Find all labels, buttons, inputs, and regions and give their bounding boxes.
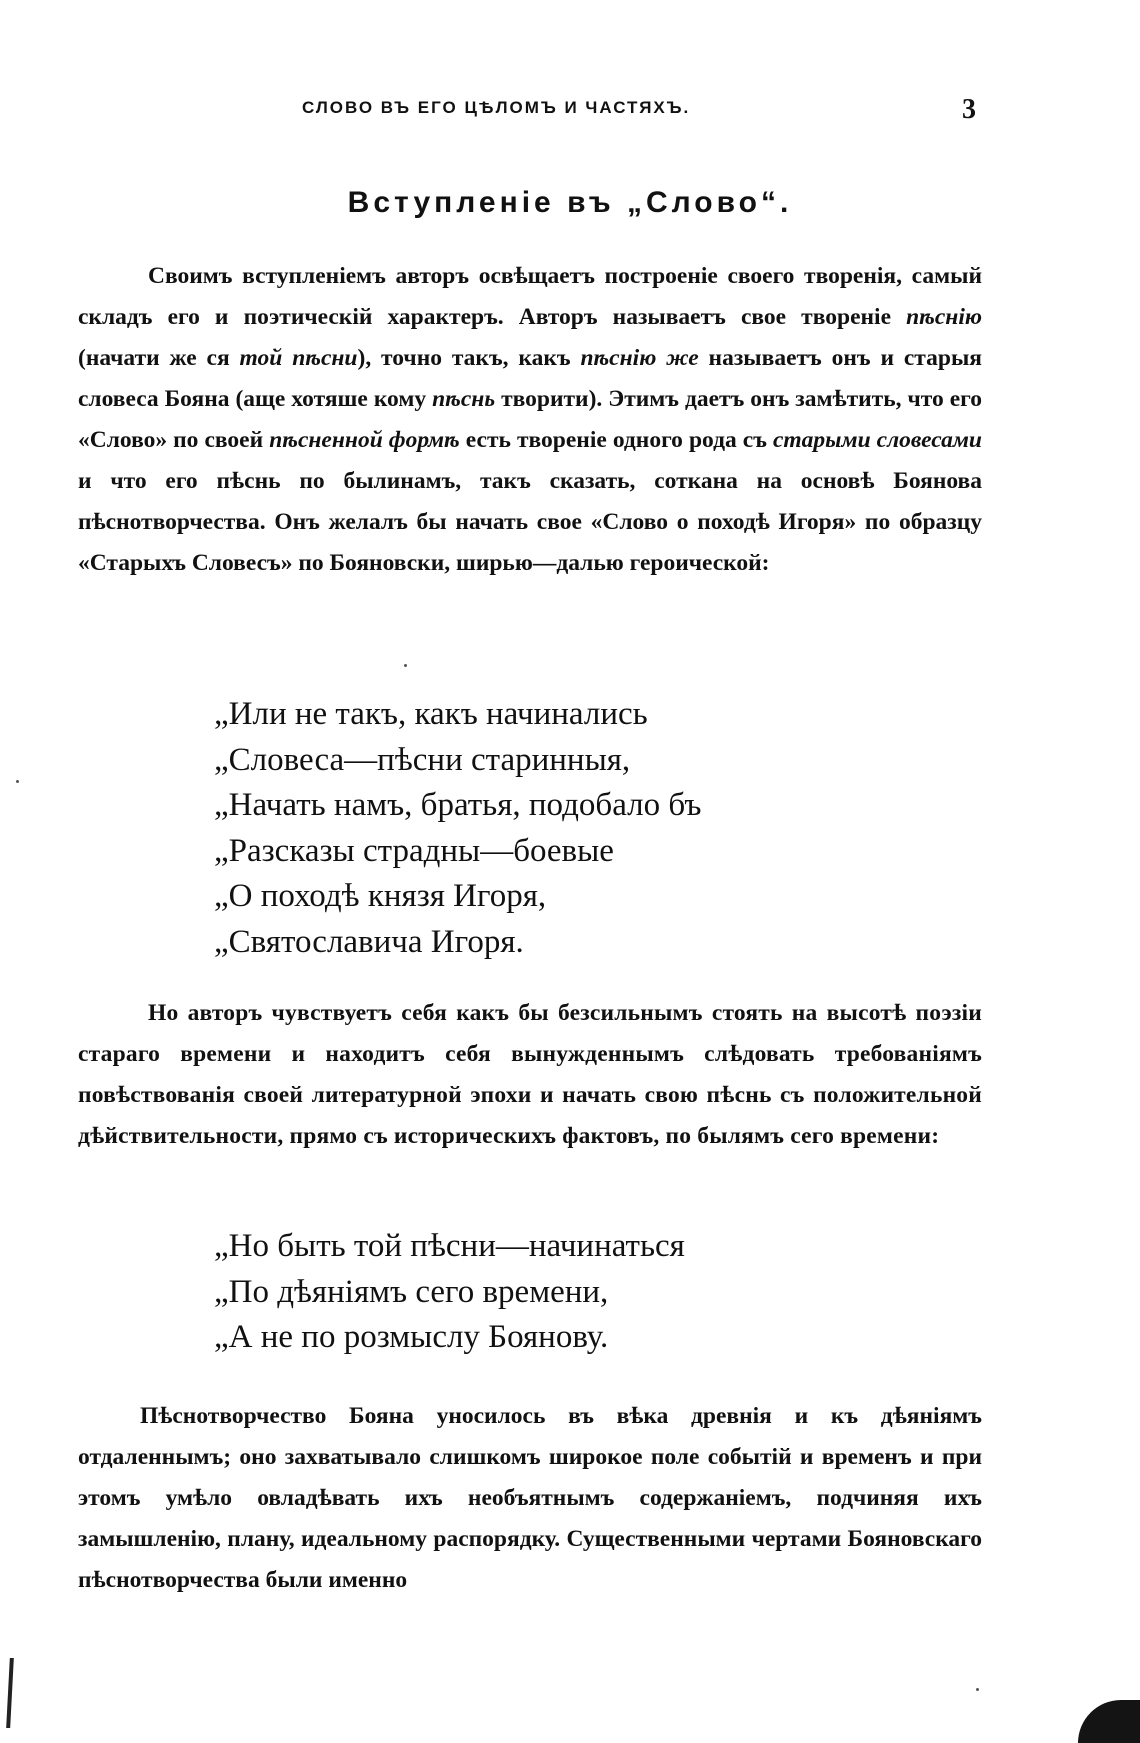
- verse-line: „Разсказы страдны—боевые: [214, 832, 614, 869]
- italic-run: пѣснію: [906, 304, 982, 330]
- italic-run: пѣснію же: [580, 345, 699, 371]
- text-run: Своимъ вступленіемъ авторъ освѣщаетъ построеніе своего творенія, самый складъ его и поэтическій характеръ. Авторъ называетъ свое твореніе: [78, 263, 982, 330]
- text-run: (начати же ся: [78, 345, 240, 371]
- verse-line: „А не по розмыслу Боянову.: [214, 1319, 609, 1355]
- scan-speck: [976, 1688, 979, 1691]
- paragraph-second: Но авторъ чувствуетъ себя какъ бы безсильнымъ стоять на высотѣ поэзіи стараго времени и находитъ себя вынужденнымъ слѣдовать требованіямъ повѣствованія своей литературной эпохи и начать свою пѣснь съ положительной дѣйствительности, прямо съ историческихъ фактовъ, по былямъ сего времени:: [78, 1000, 982, 1149]
- text-run: творити). Этимъ даетъ онъ замѣтить, что его «Слово» по своей: [78, 386, 982, 453]
- text-run: есть твореніе одного рода съ: [459, 427, 773, 453]
- verse-line: „О походѣ князя Игоря,: [214, 878, 547, 914]
- italic-run: старыми словесами: [772, 427, 982, 453]
- verse-line: „По дѣяніямъ сего времени,: [214, 1273, 609, 1310]
- scan-corner-blot: [1078, 1700, 1140, 1743]
- italic-run: той пѣсни: [239, 345, 358, 371]
- italic-run: пѣснь: [432, 386, 496, 412]
- verse-quote-2: [214, 1224, 685, 1361]
- text-run: и что его пѣснь по былинамъ, такъ сказать, соткана на основѣ Боянова пѣснотворчества. Онъ желалъ бы начать свое «Слово о походѣ Игоря» по образцу «Старыхъ Словесъ» по Бояновски, ширью—далью героической:: [78, 468, 982, 576]
- verse-line: „Начать намъ, братья, подобало бъ: [214, 787, 702, 823]
- text-run: ), точно такъ, какъ: [357, 345, 581, 371]
- page-number: 3: [962, 94, 976, 125]
- paragraph-introduction: [78, 256, 982, 584]
- verse-line: „Святославича Игоря.: [214, 923, 524, 960]
- section-title: Вступленіе въ „Слово“.: [347, 186, 793, 219]
- verse-line: „Но быть той пѣсни—начинаться: [214, 1228, 685, 1264]
- running-head: СЛОВО ВЪ ЕГО ЦѢЛОМЪ И ЧАСТЯХЪ.: [302, 98, 691, 117]
- verse-line: „Или не такъ, какъ начинались: [214, 696, 648, 732]
- page-header: [0, 94, 1140, 132]
- verse-line: „Словеса—пѣсни старинныя,: [214, 741, 631, 778]
- verse-quote-1: [214, 692, 701, 965]
- text-run: называетъ онъ и старыя словеса Бояна (аще хотяше кому: [78, 345, 983, 412]
- paragraph-third: Пѣснотворчество Бояна уносилось въ вѣка древнія и къ дѣяніямъ отдаленнымъ; оно захватывало слишкомъ широкое поле событій и временъ и при этомъ умѣло овладѣвать ихъ необъятнымъ содержаніемъ, подчиняя ихъ замышленію, плану, идеальному распорядку. Существенными чертами Бояновскаго пѣснотворчества были именно: [78, 1403, 982, 1593]
- scan-margin-mark: [6, 1658, 14, 1728]
- scan-speck: [404, 664, 407, 667]
- scan-speck: [16, 780, 19, 783]
- italic-run: пѣсненной формѣ: [269, 427, 460, 453]
